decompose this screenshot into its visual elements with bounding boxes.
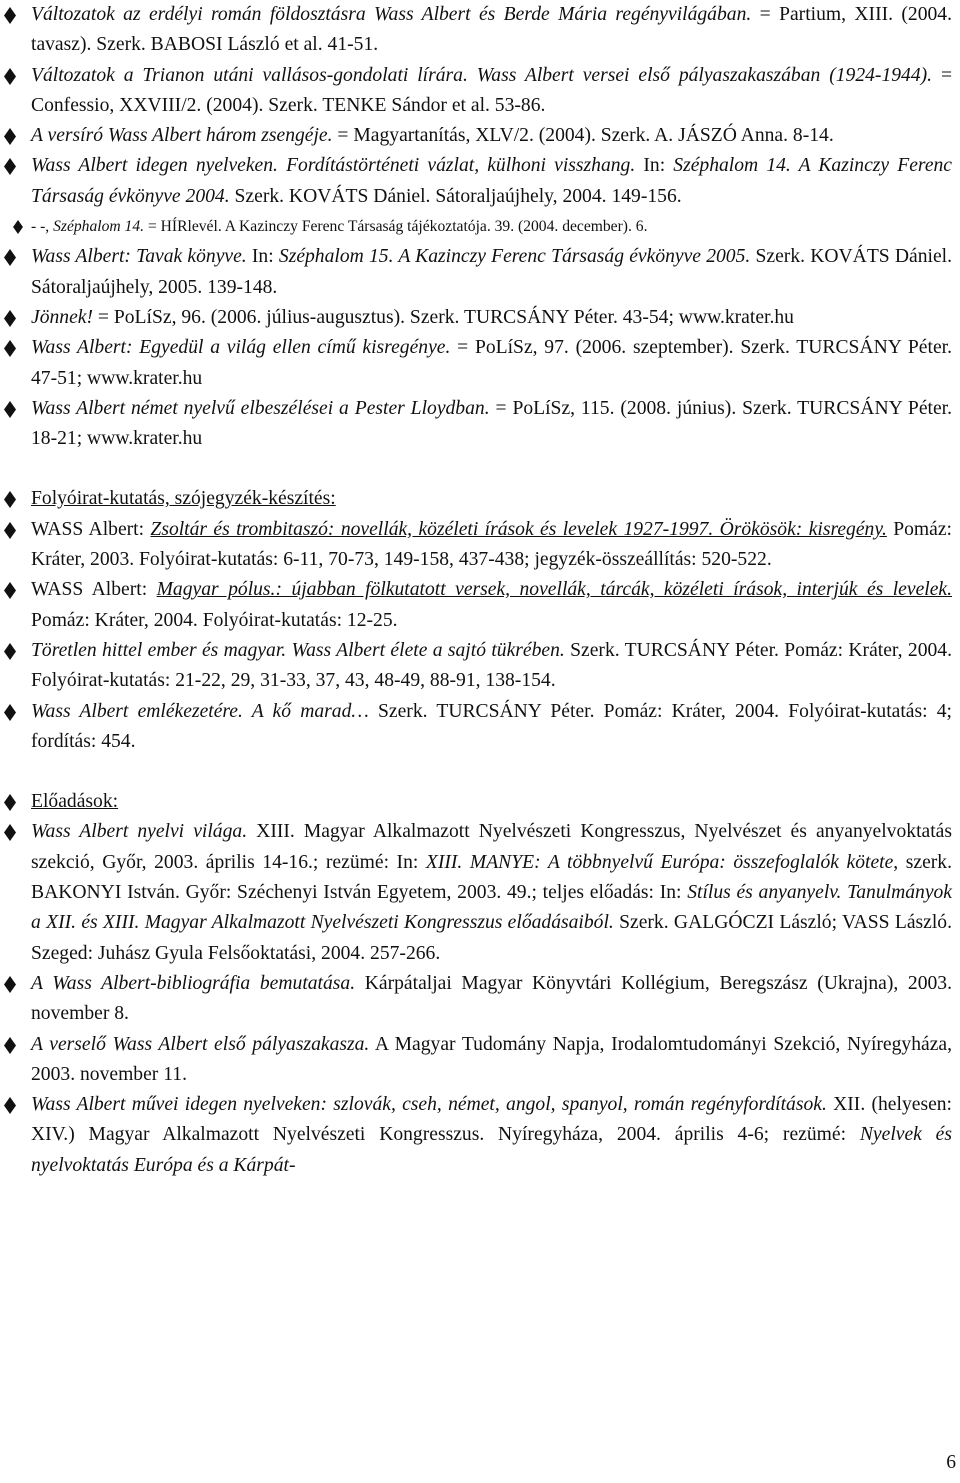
bibliography-entry xyxy=(0,151,960,212)
entry-details: Szerk. KOVÁTS Dániel. Sátoraljaújhely, 2005. 139-148. xyxy=(31,246,953,298)
entry-details: Szerk. GALGÓCZI László; VASS László. Szeged: Juhász Gyula Felsőoktatási, 2004. 257-266. xyxy=(31,912,952,964)
entry-title: A versíró Wass Albert három zsengéje. xyxy=(31,125,333,147)
entry-title: Töretlen hittel ember és magyar. Wass Albert élete a sajtó tükrében. xyxy=(31,639,565,661)
entry-details: Szerk. TURCSÁNY Péter. Pomáz: Kráter, 2004. Folyóirat-kutatás: 21-22, 29, 31-33, 37, 43, 48-49, 88-91, 138-154. xyxy=(31,639,952,692)
entry-details: = PoLíSz, 96. (2006. július-augusztus). Szerk. TURCSÁNY Péter. 43-54; www.krater.hu xyxy=(93,306,794,328)
entry-details: - -, xyxy=(31,218,54,236)
entry-details: = Magyartanítás, XLV/2. (2004). Szerk. A. JÁSZÓ Anna. 8-14. xyxy=(332,125,834,147)
bibliography-entry xyxy=(0,303,960,333)
entry-title: A Wass Albert-bibliográfia bemutatása. xyxy=(31,972,356,994)
diamond-bullet-icon xyxy=(13,220,23,234)
entry-title: Széphalom 15. A Kazinczy Ferenc Társaság évkönyve 2005. xyxy=(278,246,751,268)
bibliography-entry xyxy=(0,1090,960,1181)
bibliography-entry xyxy=(0,394,960,455)
entry-details: Pomáz: Kráter, 2004. Folyóirat-kutatás: 12-25. xyxy=(31,609,398,631)
entry-details: Kárpátaljai Magyar Könyvtári Kollégium, Beregszász (Ukrajna), 2003. november 8. xyxy=(31,972,952,1025)
diamond-bullet-icon xyxy=(4,7,16,24)
entry-title: Jönnek! xyxy=(31,306,94,328)
entry-details: = Partium, XIII. (2004. tavasz). Szerk. BABOSI László et al. 41-51. xyxy=(31,4,952,56)
diamond-bullet-icon xyxy=(4,68,16,85)
entry-title: Változatok az erdélyi román földosztásra Wass Albert és Berde Mária regényvilágában. xyxy=(31,4,752,25)
diamond-bullet-icon xyxy=(4,249,16,266)
entry-details: WASS Albert: xyxy=(31,579,157,601)
bibliography-entry xyxy=(0,969,960,1030)
entry-title: Wass Albert: Egyedül a világ ellen című kisregénye. xyxy=(31,337,451,359)
bibliography-entry xyxy=(0,697,960,758)
section-heading-research xyxy=(0,484,960,514)
entry-details: , szerk. BAKONYI István. Győr: Széchenyi István Egyetem, 2003. 49.; teljes előadás: In: xyxy=(31,851,952,904)
entry-details: = Confessio, XXVIII/2. (2004). Szerk. TENKE Sándor et al. 53-86. xyxy=(31,64,952,116)
bibliography-entry xyxy=(0,121,960,151)
diamond-bullet-icon xyxy=(4,401,16,418)
entry-title: A verselő Wass Albert első pályaszakasza. xyxy=(31,1033,370,1055)
diamond-bullet-icon xyxy=(4,340,16,357)
entry-details: Pomáz: Kráter, 2003. Folyóirat-kutatás: 6-11, 70-73, 149-158, 437-438; jegyzék-összeállítás: 520-522. xyxy=(31,518,952,571)
bibliography-entry xyxy=(0,212,960,242)
entry-details: = PoLíSz, 97. (2006. szeptember). Szerk. TURCSÁNY Péter. 47-51; www.krater.hu xyxy=(31,337,952,389)
diamond-bullet-icon xyxy=(4,128,16,145)
entry-details: In: xyxy=(635,155,674,177)
entry-title: Nyelvek és nyelvoktatás Európa és a Kárpát- xyxy=(31,1124,952,1176)
entry-title: Wass Albert művei idegen nyelveken: szlovák, cseh, német, angol, spanyol, román regényfordítások. xyxy=(31,1094,827,1116)
entry-details: XII. (helyesen: XIV.) Magyar Alkalmazott Nyelvészeti Kongresszus. Nyíregyháza, 2004. április 4-6; rezümé: xyxy=(31,1094,953,1146)
entry-title: XIII. MANYE: A többnyelvű Európa: összefoglalók kötete xyxy=(425,851,894,873)
diamond-bullet-icon xyxy=(4,158,16,175)
entry-title: Wass Albert emlékezetére. A kő marad… xyxy=(31,700,369,722)
entry-title: Wass Albert idegen nyelveken. Fordítástörténeti vázlat, külhoni visszhang. xyxy=(31,155,636,177)
bibliography-entry xyxy=(0,575,960,636)
bibliography-entry xyxy=(0,61,960,122)
publication-list xyxy=(0,0,960,454)
diamond-bullet-icon xyxy=(4,1037,16,1054)
diamond-bullet-icon xyxy=(4,824,16,841)
diamond-bullet-icon xyxy=(4,794,16,811)
diamond-bullet-icon xyxy=(4,643,16,660)
spacer xyxy=(0,454,960,484)
entry-details: Szerk. KOVÁTS Dániel. Sátoraljaújhely, 2004. 149-156. xyxy=(229,185,682,207)
bibliography-entry xyxy=(0,0,960,61)
entry-details: WASS Albert: xyxy=(31,518,151,540)
page-number: 6 xyxy=(946,1452,956,1473)
bibliography-entry xyxy=(0,636,960,697)
bibliography-entry xyxy=(0,1030,960,1091)
entry-title: Széphalom 14. xyxy=(53,218,145,236)
entry-details: XIII. Magyar Alkalmazott Nyelvészeti Kongresszus, Nyelvészet és anyanyelvoktatás szekció, Győr, 2003. április 14-16.; rezümé: In: xyxy=(31,821,952,873)
entry-details: = PoLíSz, 115. (2008. június). Szerk. TURCSÁNY Péter. 18-21; www.krater.hu xyxy=(31,397,952,450)
entry-details: In: xyxy=(246,246,279,268)
entry-title: Változatok a Trianon utáni vallásos-gondolati lírára. Wass Albert versei első pályaszakaszában (1924-1944). xyxy=(31,64,933,86)
diamond-bullet-icon xyxy=(4,704,16,721)
bibliography-entry xyxy=(0,242,960,303)
entry-title: Széphalom 14. A Kazinczy Ferenc Társaság évkönyve 2004. xyxy=(31,155,953,207)
entry-title: Wass Albert német nyelvű elbeszélései a Pester Lloydban. xyxy=(31,397,490,419)
bibliography-entry xyxy=(0,515,960,576)
lectures-list xyxy=(0,817,960,1181)
spacer xyxy=(0,757,960,787)
section-title: Folyóirat-kutatás, szójegyzék-készítés: xyxy=(31,488,336,510)
diamond-bullet-icon xyxy=(4,310,16,327)
diamond-bullet-icon xyxy=(4,491,16,508)
diamond-bullet-icon xyxy=(4,522,16,539)
diamond-bullet-icon xyxy=(4,1097,16,1114)
entry-title: Magyar pólus.: újabban fölkutatott versek, novellák, tárcák, közéleti írások, interjúk és levelek. xyxy=(156,579,953,601)
entry-details: A Magyar Tudomány Napja, Irodalomtudományi Szekció, Nyíregyháza, 2003. november 11. xyxy=(31,1033,952,1085)
bibliography-entry xyxy=(0,333,960,394)
entry-title: Stílus és anyanyelv. Tanulmányok a XII. és XIII. Magyar Alkalmazott Nyelvészeti Kongresszus előadásaiból. xyxy=(31,882,953,934)
section-heading-lectures xyxy=(0,787,960,817)
entry-details: = HÍRlevél. A Kazinczy Ferenc Társaság tájékoztatója. 39. (2004. december). 6. xyxy=(144,218,648,236)
research-list xyxy=(0,515,960,757)
bibliography-entry xyxy=(0,817,960,968)
entry-title: Wass Albert nyelvi világa. xyxy=(31,821,248,843)
section-title: Előadások: xyxy=(31,791,119,813)
entry-details: Szerk. TURCSÁNY Péter. Pomáz: Kráter, 2004. Folyóirat-kutatás: 4; fordítás: 454. xyxy=(31,700,952,752)
diamond-bullet-icon xyxy=(4,582,16,599)
entry-title: Wass Albert: Tavak könyve. xyxy=(31,246,247,268)
diamond-bullet-icon xyxy=(4,976,16,993)
entry-title: Zsoltár és trombitaszó: novellák, közéleti írások és levelek 1927-1997. Örökösök: kisregény. xyxy=(150,518,887,540)
